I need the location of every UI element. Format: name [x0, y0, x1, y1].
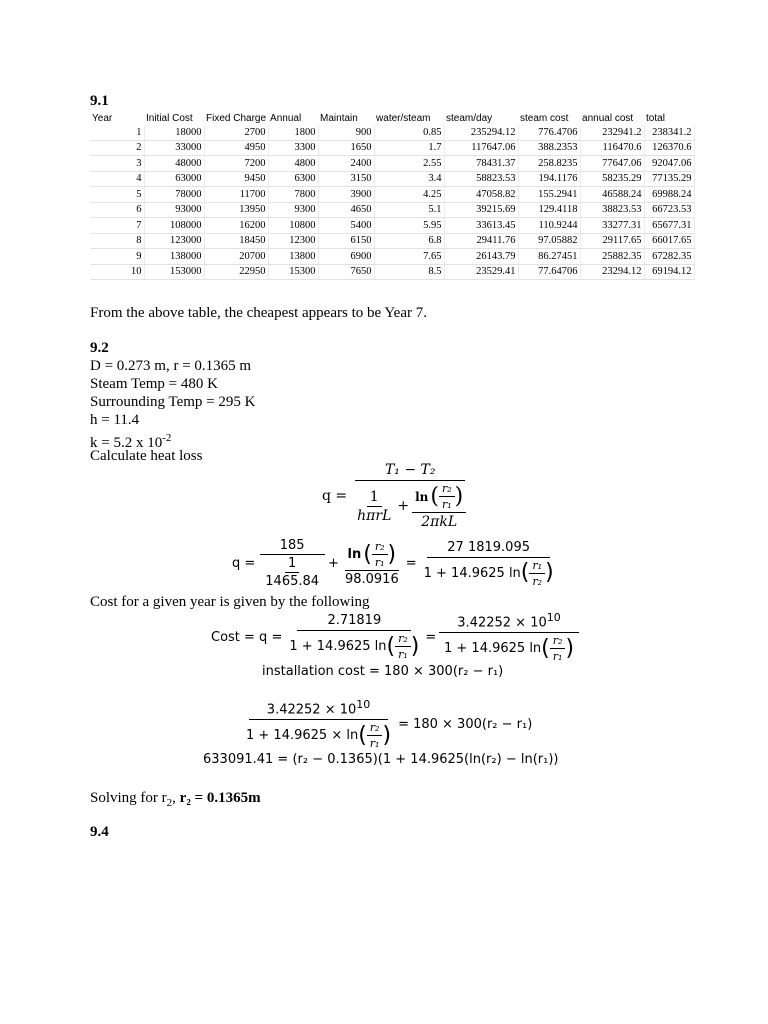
- eq2-ratio: [372, 540, 388, 569]
- table-cell: 117647.06: [444, 140, 518, 156]
- table-cell: 3300: [268, 140, 318, 156]
- table-cell: 110.9244: [518, 218, 580, 234]
- eq2-den-text: 1 + 14.9625 ln: [423, 565, 521, 581]
- table-conclusion: From the above table, the cheapest appears to be Year 7.: [90, 305, 427, 321]
- table-cell: 26143.79: [444, 249, 518, 265]
- table-cell: 92047.06: [644, 156, 694, 172]
- table-cell: 38823.53: [580, 202, 644, 218]
- table-cell: 23529.41: [444, 264, 518, 280]
- eq5-den-r2: r₂: [367, 721, 383, 736]
- eq2-main-fraction: [259, 538, 325, 589]
- eq2-cond-fraction: [342, 540, 402, 587]
- column-header: Maintain: [320, 112, 358, 124]
- table-cell: 69988.24: [644, 187, 694, 203]
- table-cell: 33277.31: [580, 218, 644, 234]
- eq3-den1-r1: r₁: [398, 648, 408, 662]
- column-header: total: [646, 112, 665, 124]
- eq3-den2-r1: r₁: [552, 650, 563, 664]
- table-cell: 25882.35: [580, 249, 644, 265]
- table-cell: 155.2941: [518, 187, 580, 203]
- table-cell: 1650: [318, 140, 374, 156]
- eq2-den-r2: r₂: [532, 574, 543, 588]
- table-cell: 77.64706: [518, 264, 580, 280]
- calc-heat-loss-text: Calculate heat loss: [90, 448, 203, 464]
- heat-loss-numeric-equation: [232, 538, 557, 589]
- eq2-98: 98.0916: [344, 572, 399, 587]
- table-cell: 5: [90, 187, 144, 203]
- solve-separator: ,: [172, 790, 180, 806]
- table-cell: 11700: [204, 187, 268, 203]
- table-body: [90, 125, 694, 280]
- table-row: [90, 156, 694, 172]
- eq2-result-denominator: 1 + 14.9625 ln ( $\frac{\text{r₁}}{\text{r₂}}$ ): [423, 558, 554, 588]
- table-cell: 58823.53: [444, 171, 518, 187]
- table-cell: 58235.29: [580, 171, 644, 187]
- expanded-equation: 633091.41 = (r₂ − 0.1365)(1 + 14.9625(ln(r₂) − ln(r₁)): [203, 752, 559, 767]
- eq1-main-fraction: [351, 462, 469, 530]
- table-cell: 153000: [144, 264, 204, 280]
- table-row: [90, 233, 694, 249]
- table-cell: 235294.12: [444, 125, 518, 140]
- eq2-r2: r₂: [372, 540, 388, 555]
- given-k-exponent: -2: [162, 432, 172, 444]
- eq3-cost: Cost = q =: [211, 629, 283, 645]
- table-cell: 3: [90, 156, 144, 172]
- cost-intro-text: Cost for a given year is given by the following: [90, 594, 370, 610]
- cost-table: [90, 111, 695, 280]
- table-cell: 66017.65: [644, 233, 694, 249]
- table-cell: 3.4: [374, 171, 444, 187]
- table-cell: 29411.76: [444, 233, 518, 249]
- table-cell: 6150: [318, 233, 374, 249]
- column-header: annual cost: [582, 112, 634, 124]
- table-cell: 4.25: [374, 187, 444, 203]
- table-cell: 138000: [144, 249, 204, 265]
- eq3-den2-text: 1 + 14.9625 ln: [444, 641, 542, 657]
- eq2-one: 1: [285, 556, 299, 573]
- table-cell: 77647.06: [580, 156, 644, 172]
- eq2-q: q =: [232, 556, 256, 571]
- table-cell: 97.05882: [518, 233, 580, 249]
- table-cell: 4650: [318, 202, 374, 218]
- eq2-plus: +: [328, 556, 339, 571]
- eq3-denominator-1: 1 + 14.9625 ln ( $\frac{\text{r₂}}{\text{r₁}}$ ): [289, 632, 420, 662]
- eq2-den-r1: r₁: [529, 559, 545, 574]
- table-cell: 7650: [318, 264, 374, 280]
- table-cell: 126370.6: [644, 140, 694, 156]
- table-row: [90, 249, 694, 265]
- eq1-2pikl: 2πkL: [421, 514, 458, 530]
- eq3-fraction-2: [439, 611, 578, 663]
- table-cell: 63000: [144, 171, 204, 187]
- table-cell: 232941.2: [580, 125, 644, 140]
- table-cell: 13950: [204, 202, 268, 218]
- table-cell: 78000: [144, 187, 204, 203]
- eq3-den2-r2: r₂: [550, 634, 566, 649]
- eq1-conv-fraction: [354, 489, 394, 524]
- eq1-plus: +: [397, 498, 410, 514]
- table-cell: 6.8: [374, 233, 444, 249]
- eq1-hpirl: hπrL: [357, 507, 392, 524]
- eq1-q: q =: [322, 488, 348, 504]
- table-row: [90, 140, 694, 156]
- eq5-fraction: [243, 698, 394, 750]
- given-h: h = 11.4: [90, 412, 140, 428]
- table-row: [90, 264, 694, 280]
- table-cell: 33000: [144, 140, 204, 156]
- table-cell: 4800: [268, 156, 318, 172]
- eq2-equals: =: [405, 556, 417, 571]
- eq3-den1-r2: r₂: [395, 632, 411, 647]
- eq1-cond-fraction: [412, 482, 466, 530]
- column-header: water/steam: [376, 112, 431, 124]
- cost-equation: [211, 611, 579, 663]
- table-cell: 48000: [144, 156, 204, 172]
- eq3-numerator-1: 2.71819: [297, 613, 411, 631]
- column-header: steam cost: [520, 112, 569, 124]
- given-surrounding-temp: Surrounding Temp = 295 K: [90, 394, 256, 410]
- given-steam-temp: Steam Temp = 480 K: [90, 376, 218, 392]
- table-cell: 86.27451: [518, 249, 580, 265]
- column-header: Initial Cost: [146, 112, 193, 124]
- table-cell: 6: [90, 202, 144, 218]
- eq3-den2-ratio: [550, 634, 566, 663]
- eq2-den-ratio: [529, 559, 545, 588]
- table-cell: 900: [318, 125, 374, 140]
- given-k-text: k = 5.2 x 10: [90, 435, 163, 451]
- table-header-row: [90, 111, 694, 125]
- table-cell: 9300: [268, 202, 318, 218]
- table-cell: 10: [90, 264, 144, 280]
- eq2-numerator: 185: [260, 538, 325, 555]
- table-cell: 67282.35: [644, 249, 694, 265]
- table-row: [90, 202, 694, 218]
- column-header: Year: [92, 112, 113, 124]
- table-cell: 16200: [204, 218, 268, 234]
- eq5-num-exp: 10: [356, 698, 371, 711]
- eq2-conv-fraction: [259, 555, 325, 589]
- table-cell: 8: [90, 233, 144, 249]
- column-header: steam/day: [446, 112, 493, 124]
- eq2-ln-term: ln ( $\frac{\text{r₂}}{\text{r₁}}$ ): [345, 540, 400, 571]
- table-cell: 12300: [268, 233, 318, 249]
- eq5-rhs: = 180 × 300(r₂ − r₁): [398, 716, 533, 732]
- table-cell: 3900: [318, 187, 374, 203]
- table-cell: 46588.24: [580, 187, 644, 203]
- table-row: [90, 218, 694, 234]
- eq1-numerator: T₁ − T₂: [355, 462, 466, 481]
- solve-result: r₂ = 0.1365m: [179, 790, 261, 806]
- solve-text: Solving for r: [90, 790, 167, 806]
- eq2-ln: ln: [347, 547, 362, 562]
- table-cell: 2700: [204, 125, 268, 140]
- table-cell: 129.4118: [518, 202, 580, 218]
- eq5-denominator: 1 + 14.9625 × ln ( $\frac{\text{r₂}}{\text{r₁}}$ ): [246, 721, 392, 751]
- table-row: [90, 187, 694, 203]
- table-cell: 8.5: [374, 264, 444, 280]
- eq2-result-numerator: 27 1819.095: [427, 540, 550, 558]
- table-cell: 1800: [268, 125, 318, 140]
- section-9-2-heading: 9.2: [90, 340, 109, 356]
- eq3-den1-text: 1 + 14.9625 ln: [289, 639, 387, 655]
- table-cell: 5400: [318, 218, 374, 234]
- table-cell: 194.1176: [518, 171, 580, 187]
- table-cell: 23294.12: [580, 264, 644, 280]
- table-cell: 20700: [204, 249, 268, 265]
- eq3-numerator-2: [439, 611, 578, 633]
- table-cell: 13800: [268, 249, 318, 265]
- eq1-denominator: [351, 481, 469, 530]
- eq3-fraction-1: [286, 613, 422, 661]
- table-cell: 7: [90, 218, 144, 234]
- eq3-num2-exp: 10: [546, 611, 561, 624]
- table-cell: 29117.65: [580, 233, 644, 249]
- table-cell: 2400: [318, 156, 374, 172]
- table-cell: 22950: [204, 264, 268, 280]
- table-cell: 123000: [144, 233, 204, 249]
- table-cell: 5.1: [374, 202, 444, 218]
- eq2-result-fraction: [421, 540, 557, 588]
- section-9-4-heading: 9.4: [90, 824, 109, 840]
- table-cell: 5.95: [374, 218, 444, 234]
- table-cell: 7.65: [374, 249, 444, 265]
- eq1-r1: r₁: [442, 498, 452, 511]
- eq1-r2: r₂: [439, 482, 455, 497]
- table-cell: 108000: [144, 218, 204, 234]
- column-header: Fixed Charge: [206, 112, 267, 124]
- table-cell: 77135.29: [644, 171, 694, 187]
- eq1-ratio: [439, 482, 455, 511]
- eq3-equals: =: [425, 629, 437, 645]
- installation-cost-equation: installation cost = 180 × 300(r₂ − r₁): [262, 664, 504, 679]
- table-cell: 2.55: [374, 156, 444, 172]
- solve-subscript: 2: [166, 797, 173, 809]
- table-row: [90, 125, 694, 140]
- table-cell: 69194.12: [644, 264, 694, 280]
- table-cell: 33613.45: [444, 218, 518, 234]
- given-diameter-radius: D = 0.273 m, r = 0.1365 m: [90, 358, 252, 374]
- table-cell: 65677.31: [644, 218, 694, 234]
- table-cell: 66723.53: [644, 202, 694, 218]
- table-cell: 9: [90, 249, 144, 265]
- table-cell: 388.2353: [518, 140, 580, 156]
- eq5-den-r1: r₁: [369, 737, 380, 751]
- heat-loss-equation: [322, 462, 469, 530]
- table-cell: 39215.69: [444, 202, 518, 218]
- eq1-ln: ln: [415, 489, 429, 504]
- table-cell: 4: [90, 171, 144, 187]
- table-cell: 15300: [268, 264, 318, 280]
- equate-costs-equation: [243, 698, 532, 750]
- table-cell: 6900: [318, 249, 374, 265]
- table-cell: 3150: [318, 171, 374, 187]
- table-cell: 6300: [268, 171, 318, 187]
- table-cell: 238341.2: [644, 125, 694, 140]
- solve-r2-line: [90, 789, 261, 812]
- eq3-den1-ratio: [395, 632, 411, 661]
- table-cell: 2: [90, 140, 144, 156]
- table-cell: 18450: [204, 233, 268, 249]
- eq5-num-text: 3.42252 × 10: [266, 702, 357, 718]
- eq5-numerator: [249, 698, 388, 720]
- eq5-den-text: 1 + 14.9625 × ln: [246, 728, 359, 744]
- table-cell: 7800: [268, 187, 318, 203]
- table-cell: 4950: [204, 140, 268, 156]
- table-cell: 1: [90, 125, 144, 140]
- section-9-1-heading: 9.1: [90, 93, 109, 109]
- eq2-1465: 1465.84: [265, 574, 320, 589]
- table-cell: 116470.6: [580, 140, 644, 156]
- eq3-denominator-2: 1 + 14.9625 ln ( $\frac{\text{r₂}}{\text{r₁}}$ ): [444, 634, 575, 664]
- table-cell: 18000: [144, 125, 204, 140]
- table-cell: 47058.82: [444, 187, 518, 203]
- table-row: [90, 171, 694, 187]
- table-cell: 9450: [204, 171, 268, 187]
- table-cell: 1.7: [374, 140, 444, 156]
- table-cell: 0.85: [374, 125, 444, 140]
- eq5-den-ratio: [367, 721, 383, 750]
- eq2-r1: r₁: [374, 556, 385, 569]
- table-cell: 258.8235: [518, 156, 580, 172]
- eq3-num2-text: 3.42252 × 10: [457, 615, 547, 631]
- eq1-one: 1: [367, 489, 382, 507]
- column-header: Annual: [270, 112, 302, 124]
- table-cell: 7200: [204, 156, 268, 172]
- table-cell: 10800: [268, 218, 318, 234]
- table-cell: 78431.37: [444, 156, 518, 172]
- table-cell: 776.4706: [518, 125, 580, 140]
- table-cell: 93000: [144, 202, 204, 218]
- eq1-ln-term: ln ( $\frac{\text{r₂}}{\text{r₁}}$ ): [412, 482, 466, 513]
